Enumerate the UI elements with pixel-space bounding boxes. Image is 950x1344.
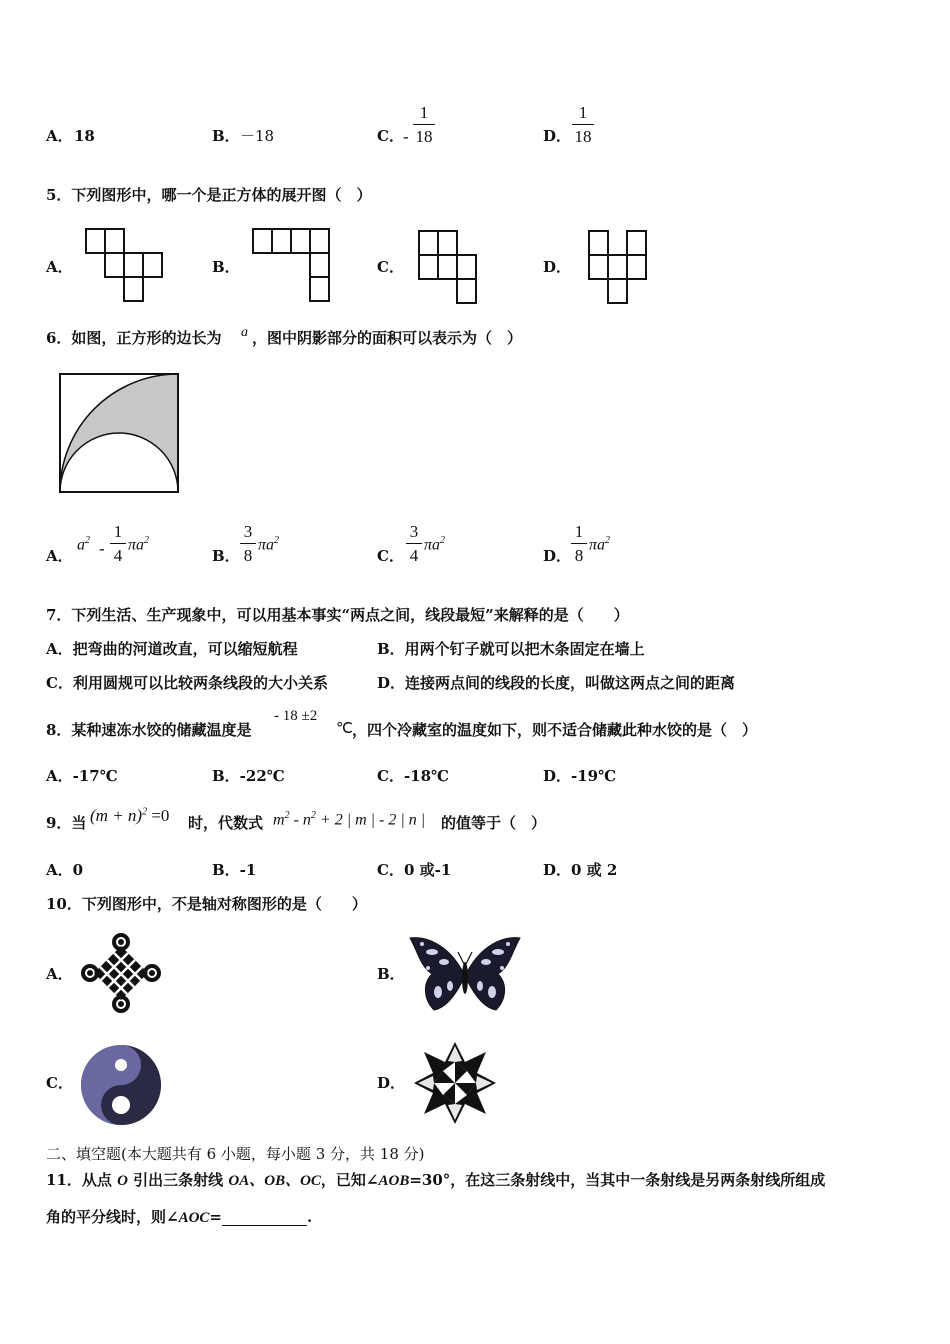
q6-option-c-label: C． [377,547,404,565]
q6-square-figure [58,372,182,496]
yin-yang-icon [80,1044,162,1126]
q9-condition: $(m + n)^2 =0$ [90,806,170,825]
q9-suffix: 的值等于（ ） [441,814,547,832]
q11-line-1: 11．从点 O 引出三条射线 OA、OB、OC，已知∠AOB=30°，在这三条射线中，当其中一条射线是另两条射线所组成 [46,1171,826,1189]
q10-stem: 10．下列图形中，不是轴对称图形的是（ ） [46,895,367,913]
q4-option-b-label: B． [212,127,240,145]
q7-option-c: C．利用圆规可以比较两条线段的大小关系 [46,674,328,692]
eight-pointed-star-icon [412,1040,498,1126]
q10-option-b-label: B． [377,965,405,983]
q9-option-c: C．0 或-1 [377,861,452,879]
q5-option-d-label: D． [543,258,572,276]
q6-stem-start: 6．如图，正方形的边长为 [46,329,222,347]
q5-net-a [85,228,165,304]
numerator: 1 [578,103,588,122]
q8-option-b: B．-22℃ [212,767,285,785]
q5-option-c-label: C． [377,258,404,276]
q6-stem-end: ，图中阴影部分的面积可以表示为（ ） [252,329,523,347]
butterfly-icon [408,934,522,1014]
q6-option-a-label: A． [46,547,73,565]
q9-option-a: A．0 [46,861,84,879]
q4-option-a-label: A． [46,127,73,145]
q4-option-a-value: 18 [74,127,95,145]
q4-option-d-fraction [572,104,594,145]
q6-option-b-label: B． [212,547,240,565]
q8-unit: ℃ [336,721,353,737]
q6-option-b-fraction: 3 8 [240,523,256,564]
q7-option-b: B．用两个钉子就可以把木条固定在墙上 [377,640,645,658]
q6-option-a-tail: $\pi a^2$ [128,535,150,554]
q6-option-a-minus: - [99,539,105,558]
q6-option-a-lead: $a^2$ [77,535,90,554]
denominator: 18 [415,127,433,146]
q7-option-d: D．连接两点间的线段的长度，叫做这两点之间的距离 [377,674,736,692]
q6-option-d-label: D． [543,547,572,565]
q6-variable: a [241,325,248,340]
q6-option-c-fraction: 3 4 [406,523,422,564]
q7-stem: 7．下列生活、生产现象中，可以用基本事实“两点之间，线段最短”来解释的是（ ） [46,606,629,624]
q7-option-a: A．把弯曲的河道改直，可以缩短航程 [46,640,298,658]
q9-mid: 时，代数式 [188,814,264,832]
q8-stem-end: ，四个冷藏室的温度如下，则不适合储藏此种水饺的是（ ） [352,721,758,739]
q4-option-c-label: C． [377,127,404,145]
q8-option-c: C．-18℃ [377,767,450,785]
section-2-title: 二、填空题(本大题共有 6 小题，每小题 3 分，共 18 分) [46,1145,425,1163]
answer-blank[interactable] [222,1211,307,1226]
q8-option-d: D．-19℃ [543,767,617,785]
q8-stem-start: 8．某种速冻水饺的储藏温度是 [46,721,252,739]
q4-option-c-sign: - [403,127,409,146]
q9-option-b: B．-1 [212,861,257,879]
chinese-knot-icon [80,932,162,1014]
q5-net-c [418,230,480,306]
q5-net-d [588,230,650,306]
q6-option-a-fraction: 1 4 [110,523,126,564]
denominator: 18 [574,127,592,146]
q6-option-b-tail: $\pi a^2$ [258,535,280,554]
q11-line-2: 角的平分线时，则∠AOC= . [46,1208,313,1226]
q9-expression: $m^2 - n^2 + 2$ | m | - 2 | n | [273,810,426,829]
q6-option-d-fraction: 1 8 [571,523,587,564]
q9-option-d: D．0 或 2 [543,861,618,879]
q10-option-c-label: C． [46,1074,73,1092]
q5-option-b-label: B． [212,258,240,276]
q4-option-b-value: －18 [240,127,275,145]
q4-option-d-label: D． [543,127,572,145]
numerator: 1 [419,103,429,122]
q6-option-d-tail: $\pi a^2$ [589,535,611,554]
q8-option-a: A．-17℃ [46,767,118,785]
q9-prefix: 9．当 [46,814,87,832]
q8-temperature: - 18 ±2 [274,708,318,724]
q10-option-d-label: D． [377,1074,406,1092]
q4-option-c-fraction [413,104,435,145]
q5-option-a-label: A． [46,258,73,276]
q5-net-b [252,228,332,304]
q10-option-a-label: A． [46,965,73,983]
q5-stem: 5．下列图形中，哪一个是正方体的展开图（ ） [46,186,372,204]
q6-option-c-tail: $\pi a^2$ [424,535,446,554]
